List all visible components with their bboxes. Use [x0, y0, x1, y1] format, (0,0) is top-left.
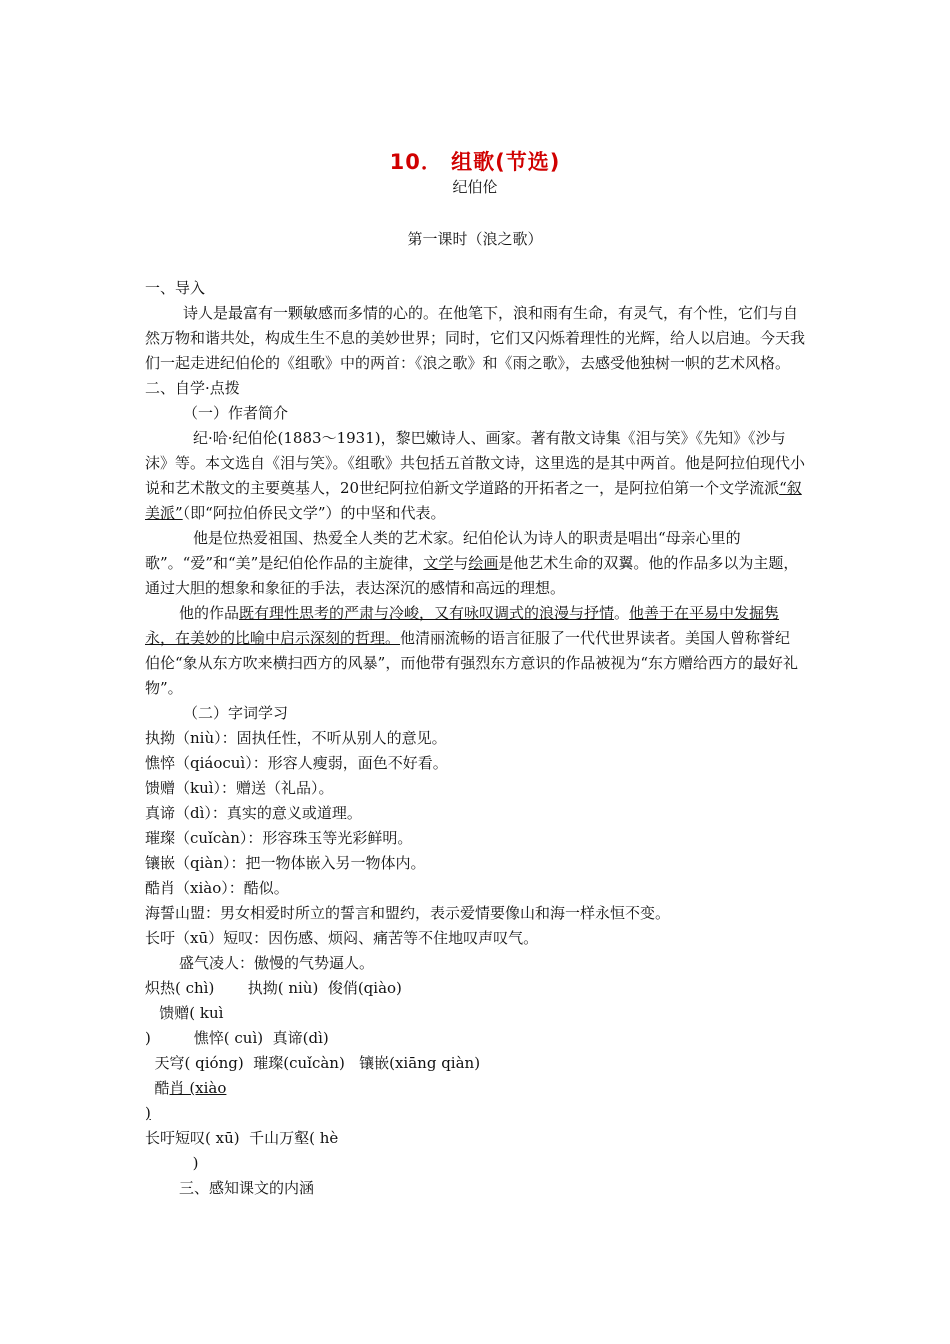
- intro-paragraph: 诗人是最富有一颗敏感而多情的心的。在他笔下，浪和雨有生命，有灵气，有个性，它们与自然万物和谐共处，构成生生不息的美妙世界；同时，它们又闪烁着理性的光辉，给人以启迪。今天我们一起走进纪伯伦的《组歌》中的两首：《浪之歌》和《雨之歌》，去感受他独树一帜的艺术风格。: [145, 304, 806, 372]
- author-p1-end: （即“阿拉伯侨民文学”）的中坚和代表。: [182, 504, 446, 522]
- author-p1-underline: “叙美派”: [145, 479, 802, 522]
- document-body: [145, 276, 805, 1201]
- pinyin-line: ) 憔悴( cuì) 真谛(dì): [145, 1029, 329, 1047]
- author-name: 纪伯伦: [452, 178, 498, 196]
- pinyin-line: 天穹( qióng) 璀璨(cuǐcàn) 镶嵌(xiāng qiàn): [145, 1054, 481, 1072]
- lesson-heading: 第一课时（浪之歌）: [407, 230, 543, 248]
- author-p3-c: 他清丽流畅的语言征服了一代代世界读者。美国人曾称誉纪伯伦“象从东方吹来横扫西方的风暴”，而他带有强烈东方意识的作品被视为“东方赠给西方的最好礼物”。: [145, 629, 799, 697]
- vocab-item: 璀璨（cuǐcàn）：形容珠玉等光彩鲜明。: [145, 829, 413, 847]
- author-p2-a: 他是位热爱祖国、热爱全人类的艺术家。纪伯伦认为诗人的职责是唱出“母亲心里的歌”。“爱”和“美”是纪伯伦作品的主旋律，: [145, 529, 741, 572]
- author-paragraph-2: [145, 526, 805, 601]
- author-p3-underline-1: 既有理性思考的严肃与冷峻，又有咏叹调式的浪漫与抒情: [239, 604, 615, 622]
- page-title: 10． 组歌(节选): [389, 150, 561, 174]
- author-p2-underline-1: 文学: [423, 554, 454, 572]
- pinyin-line: [145, 1076, 805, 1101]
- subheading-author-intro: （一）作者简介: [183, 404, 289, 422]
- author-paragraph-3: [145, 601, 805, 701]
- author-p3-b: 。: [614, 604, 630, 622]
- pinyin-line: 长吁短叹( xū) 千山万壑( hè: [145, 1129, 339, 1147]
- section-heading-intro: 一、导入: [145, 279, 206, 297]
- author-p1-text: 纪·哈·纪伯伦(1883～1931)，黎巴嫩诗人、画家。著有散文诗集《泪与笑》《先知》《沙与沫》等。本文选自《泪与笑》。《组歌》共包括五首散文诗，这里选的是其中两首。他是阿拉伯现代小说和艺术散文的主要奠基人，20世纪阿拉伯新文学道路的开拓者之一，是阿拉伯第一个文学流派: [145, 429, 806, 497]
- pinyin-underline: 肖 (xiào: [169, 1079, 227, 1097]
- subheading-vocabulary: （二）字词学习: [183, 704, 289, 722]
- pinyin-line: [145, 1101, 805, 1126]
- vocab-item: 酷肖（xiào）：酷似。: [145, 879, 289, 897]
- author-p2-underline-2: 绘画: [468, 554, 499, 572]
- author-p2-b: 与: [453, 554, 469, 572]
- author-p3-underline-2: 他善于在平易中发掘隽永，在美妙的比喻中启示深刻的哲理。: [145, 604, 780, 647]
- pinyin-line: ): [145, 1154, 199, 1172]
- section-heading-self-study: 二、自学·点拨: [145, 379, 240, 397]
- author-paragraph-1: [145, 426, 805, 526]
- section-heading-comprehension: 三、感知课文的内涵: [179, 1179, 315, 1197]
- vocab-item: 执拗（niù）：固执任性，不听从别人的意见。: [145, 729, 447, 747]
- vocab-item: 馈赠（kuì）：赠送（礼品）。: [145, 779, 334, 797]
- author-p2-c: 是他艺术生命的双翼。他的作品多以为主题，通过大胆的想象和象征的手法，表达深沉的感情和高远的理想。: [145, 554, 799, 597]
- vocab-item: 镶嵌（qiàn）：把一物体嵌入另一物体内。: [145, 854, 426, 872]
- vocab-item: 长吁（xū）短叹：因伤感、烦闷、痛苦等不住地叹声叹气。: [145, 929, 539, 947]
- vocab-item: 憔悴（qiáocuì）：形容人瘦弱，面色不好看。: [145, 754, 448, 772]
- vocab-item: 海誓山盟：男女相爱时所立的誓言和盟约，表示爱情要像山和海一样永恒不变。: [145, 904, 671, 922]
- pinyin-line: 炽热( chì) 执拗( niù) 俊俏(qiào): [145, 979, 402, 997]
- pinyin-line: 馈赠( kuì: [145, 1004, 224, 1022]
- vocabulary-list: [145, 726, 805, 951]
- pinyin-text: 酷: [145, 1079, 170, 1097]
- vocab-item: 真谛（dì）：真实的意义或道理。: [145, 804, 362, 822]
- pinyin-underline: ): [145, 1104, 151, 1122]
- author-p3-a: 他的作品: [179, 604, 240, 622]
- vocab-item-extra: 盛气凌人：傲慢的气势逼人。: [179, 954, 375, 972]
